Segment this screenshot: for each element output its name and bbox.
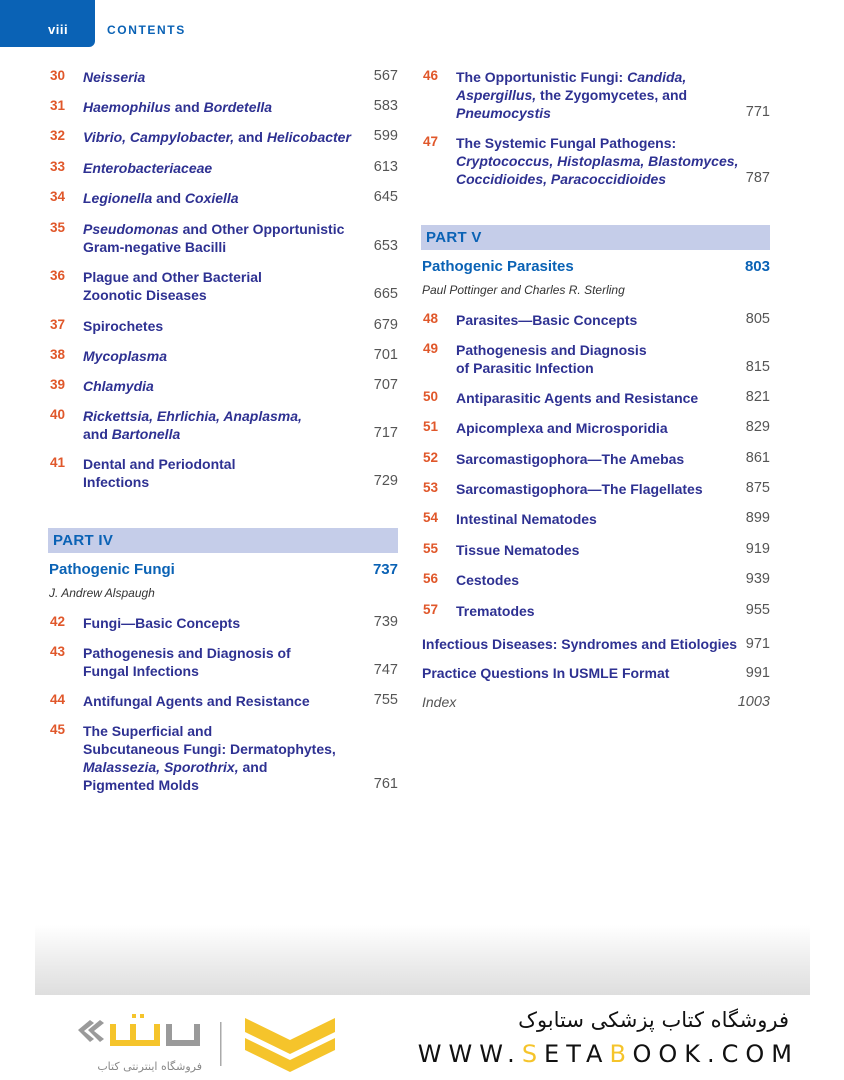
title-segment: Trematodes — [456, 603, 535, 619]
chapter-title[interactable] — [83, 347, 167, 365]
title-segment: Bartonella — [111, 426, 181, 442]
chapter-title-line — [83, 128, 351, 146]
title-segment: Candida, — [627, 69, 687, 85]
chapter-title-line — [83, 776, 336, 794]
chapter-title-line — [83, 644, 291, 662]
chapter-number: 55 — [423, 541, 439, 556]
chapter-title[interactable] — [456, 134, 738, 188]
chapter-number: 52 — [423, 450, 439, 465]
chapter-title-line — [83, 377, 154, 395]
chapter-page-number: 679 — [373, 317, 398, 333]
chapter-page-number: 645 — [373, 189, 398, 205]
chapter-number: 50 — [423, 389, 439, 404]
chapter-number: 51 — [423, 419, 439, 434]
back-matter-title[interactable]: Infectious Diseases: Syndromes and Etiologies — [422, 636, 738, 652]
chapter-title[interactable] — [83, 189, 239, 207]
chapter-title-line — [83, 220, 344, 238]
chapter-title[interactable] — [456, 510, 597, 528]
title-segment: The Systemic Fungal Pathogens: — [456, 135, 677, 151]
title-segment: Neisseria — [83, 69, 146, 85]
title-segment: Cryptococcus, Histoplasma, Blastomyces, — [456, 153, 739, 169]
chapter-number: 47 — [423, 134, 439, 149]
running-head: CONTENTS — [107, 23, 186, 37]
title-segment: Sarcomastigophora—The Flagellates — [456, 481, 703, 497]
chapter-page-number: 805 — [745, 311, 770, 327]
title-segment: Antifungal Agents and Resistance — [83, 693, 310, 709]
chapter-title-line — [83, 407, 302, 425]
chapter-title-line — [83, 238, 344, 256]
title-segment: Bordetella — [203, 99, 273, 115]
chapter-title-line — [456, 170, 738, 188]
chapter-number: 43 — [50, 644, 66, 659]
chapter-number: 32 — [50, 128, 66, 143]
chapter-title-line — [83, 614, 240, 632]
chapter-title[interactable] — [83, 268, 262, 304]
chapter-title-line — [456, 68, 687, 86]
chapter-page-number: 717 — [373, 425, 398, 441]
part-page-number: 737 — [372, 561, 398, 578]
chapter-title[interactable] — [83, 692, 310, 710]
page-number-tab — [0, 0, 95, 47]
chapter-title-line — [456, 571, 519, 589]
title-segment: The Opportunistic Fungi: — [456, 69, 628, 85]
chapter-title-line — [456, 86, 687, 104]
chapter-title[interactable] — [83, 377, 154, 395]
title-segment: Cestodes — [456, 572, 520, 588]
title-segment: and — [234, 129, 267, 145]
chapter-number: 44 — [50, 692, 66, 707]
chapter-title-line — [456, 134, 738, 152]
chapter-title[interactable] — [456, 480, 703, 498]
chapter-title-line — [456, 152, 738, 170]
title-segment: Infections — [83, 474, 150, 490]
setabook-logo — [70, 1010, 340, 1076]
chapter-title-line — [83, 317, 163, 335]
chapter-title[interactable] — [456, 68, 687, 122]
chapter-page-number: 919 — [745, 541, 770, 557]
title-segment: The Superficial and — [83, 723, 213, 739]
chapter-number: 48 — [423, 311, 439, 326]
title-segment: Coxiella — [184, 190, 239, 206]
title-segment: Fungal Infections — [83, 663, 199, 679]
chapter-page-number: 739 — [373, 614, 398, 630]
chapter-page-number: 829 — [745, 419, 770, 435]
chapter-page-number: 653 — [373, 238, 398, 254]
title-segment: Pseudomonas — [83, 221, 179, 237]
title-segment: Haemophilus — [83, 99, 171, 115]
chapter-number: 49 — [423, 341, 439, 356]
chapter-title[interactable] — [83, 98, 272, 116]
chapter-page-number: 761 — [373, 776, 398, 792]
chapter-number: 35 — [50, 220, 66, 235]
chapter-title-line — [456, 510, 597, 528]
chapter-page-number: 815 — [745, 359, 770, 375]
chapter-number: 41 — [50, 455, 66, 470]
part-header-band — [48, 528, 398, 553]
chapter-page-number: 567 — [373, 68, 398, 84]
chapter-page-number: 729 — [373, 473, 398, 489]
chapter-title-line — [83, 68, 145, 86]
chapter-title[interactable] — [83, 317, 163, 335]
title-segment: Aspergillus, — [456, 87, 537, 103]
chapter-page-number: 955 — [745, 602, 770, 618]
page-bottom-shadow — [35, 925, 810, 995]
chapter-page-number: 861 — [745, 450, 770, 466]
title-segment: Gram-negative Bacilli — [83, 239, 227, 255]
chapter-number: 56 — [423, 571, 439, 586]
title-segment: Chlamydia — [83, 378, 154, 394]
chapter-page-number: 875 — [745, 480, 770, 496]
title-segment: and — [170, 99, 204, 115]
chapter-page-number: 583 — [373, 98, 398, 114]
title-segment: Pathogenesis and Diagnosis — [456, 342, 647, 358]
chapter-title[interactable] — [83, 220, 344, 256]
chapter-title[interactable] — [456, 450, 684, 468]
chapter-title-line — [83, 740, 336, 758]
chapter-number: 38 — [50, 347, 66, 362]
title-segment: Parasites—Basic Concepts — [456, 312, 638, 328]
chapter-number: 37 — [50, 317, 66, 332]
chapter-title-line — [83, 425, 302, 443]
chapter-number: 40 — [50, 407, 66, 422]
title-segment: Mycoplasma — [83, 348, 168, 364]
part-authors: J. Andrew Alspaugh — [49, 586, 155, 600]
store-url: WWW.SETABOOK.COM — [417, 1040, 799, 1068]
chapter-title-line — [83, 662, 291, 680]
chapter-title[interactable] — [83, 455, 235, 491]
store-name-fa: فروشگاه کتاب پزشکی ستابوک — [518, 1008, 789, 1032]
chapter-title[interactable] — [83, 68, 145, 86]
chapter-title-line — [83, 268, 262, 286]
title-segment: and — [238, 759, 268, 775]
chapter-title-line — [83, 189, 239, 207]
chapter-page-number: 599 — [373, 128, 398, 144]
part-title[interactable]: Pathogenic Fungi — [49, 561, 175, 578]
part-label: PART V — [426, 229, 482, 246]
chapter-number: 39 — [50, 377, 66, 392]
chapter-number: 45 — [50, 722, 66, 737]
chapter-page-number: 771 — [745, 104, 770, 120]
title-segment: Helicobacter — [266, 129, 351, 145]
chapter-title-line — [83, 159, 212, 177]
title-segment: Pathogenesis and Diagnosis of — [83, 645, 291, 661]
back-matter-title[interactable]: Index — [422, 694, 457, 710]
chapter-page-number: 899 — [745, 510, 770, 526]
svg-text:فروشگاه اینترنتی کتاب: فروشگاه اینترنتی کتاب — [97, 1060, 202, 1073]
title-segment: Dental and Periodontal — [83, 456, 236, 472]
chapter-title[interactable] — [456, 541, 579, 559]
chapter-title[interactable] — [456, 311, 637, 329]
chapter-number: 54 — [423, 510, 439, 525]
title-segment: Zoonotic Diseases — [83, 287, 207, 303]
chapter-title-line — [83, 286, 262, 304]
title-segment: Sarcomastigophora—The Amebas — [456, 451, 685, 467]
chapter-title-line — [456, 541, 579, 559]
chapter-number: 57 — [423, 602, 439, 617]
chapter-number: 36 — [50, 268, 66, 283]
chapter-number: 46 — [423, 68, 439, 83]
title-segment: Intestinal Nematodes — [456, 511, 597, 527]
back-matter-page: 971 — [745, 636, 770, 652]
back-matter-page: 1003 — [737, 694, 770, 710]
chapter-title-line — [83, 473, 235, 491]
title-segment: Antiparasitic Agents and Resistance — [456, 390, 699, 406]
page-number: viii — [48, 22, 69, 37]
title-segment: Coccidioides, Paracoccidioides — [456, 171, 667, 187]
title-segment: Vibrio, Campylobacter, — [83, 129, 235, 145]
chapter-title-line — [83, 692, 310, 710]
chapter-title[interactable] — [456, 419, 668, 437]
chapter-title[interactable] — [83, 644, 291, 680]
title-segment: Tissue Nematodes — [456, 542, 580, 558]
chapter-number: 30 — [50, 68, 66, 83]
chapter-number: 42 — [50, 614, 66, 629]
chapter-page-number: 701 — [373, 347, 398, 363]
chapter-number: 53 — [423, 480, 439, 495]
title-segment: Fungi—Basic Concepts — [83, 615, 241, 631]
chapter-title-line — [83, 722, 336, 740]
chapter-title-line — [83, 98, 272, 116]
title-segment: Legionella — [83, 190, 153, 206]
chapter-title-line — [456, 450, 684, 468]
title-segment: Pigmented Molds — [83, 777, 199, 793]
back-matter-title[interactable]: Practice Questions In USMLE Format — [422, 665, 670, 681]
part-title[interactable]: Pathogenic Parasites — [422, 258, 574, 275]
chapter-title[interactable] — [83, 128, 351, 146]
chapter-title-line — [83, 758, 336, 776]
chapter-title-line — [456, 602, 535, 620]
back-matter-page: 991 — [745, 665, 770, 681]
title-segment: and — [152, 190, 185, 206]
chapter-page-number: 613 — [373, 159, 398, 175]
part-label: PART IV — [53, 532, 114, 549]
chapter-page-number: 707 — [373, 377, 398, 393]
chapter-title[interactable] — [456, 571, 519, 589]
chapter-number: 33 — [50, 159, 66, 174]
title-segment: the Zygomycetes, and — [536, 87, 688, 103]
title-segment: Pneumocystis — [456, 105, 551, 121]
chapter-title-line — [456, 359, 647, 377]
title-segment: and — [83, 426, 112, 442]
chapter-title-line — [456, 341, 647, 359]
chapter-title-line — [456, 419, 668, 437]
chapter-page-number: 821 — [745, 389, 770, 405]
chapter-page-number: 665 — [373, 286, 398, 302]
chapter-title[interactable] — [83, 407, 302, 443]
chapter-title[interactable] — [83, 159, 212, 177]
chapter-title[interactable] — [456, 602, 535, 620]
chapter-title-line — [83, 455, 235, 473]
part-authors: Paul Pottinger and Charles R. Sterling — [422, 283, 625, 297]
chapter-title-line — [456, 480, 703, 498]
chapter-title-line — [456, 389, 698, 407]
chapter-title[interactable] — [456, 389, 698, 407]
title-segment: of Parasitic Infection — [456, 360, 594, 376]
chapter-title-line — [83, 347, 167, 365]
chapter-number: 34 — [50, 189, 66, 204]
title-segment: Apicomplexa and Microsporidia — [456, 420, 668, 436]
title-segment: Plague and Other Bacterial — [83, 269, 262, 285]
title-segment: Spirochetes — [83, 318, 164, 334]
chapter-number: 31 — [50, 98, 66, 113]
title-segment: Malassezia, Sporothrix, — [83, 759, 239, 775]
title-segment: Enterobacteriaceae — [83, 160, 213, 176]
chapter-title-line — [456, 311, 637, 329]
chapter-page-number: 747 — [373, 662, 398, 678]
part-page-number: 803 — [744, 258, 770, 275]
chapter-title[interactable] — [456, 341, 647, 377]
chapter-page-number: 939 — [745, 571, 770, 587]
title-segment: Subcutaneous Fungi: Dermatophytes, — [83, 741, 336, 757]
chapter-title[interactable] — [83, 722, 336, 794]
chapter-title[interactable] — [83, 614, 240, 632]
chapter-page-number: 755 — [373, 692, 398, 708]
part-header-band — [421, 225, 770, 250]
title-segment: Rickettsia, Ehrlichia, Anaplasma, — [83, 408, 302, 424]
title-segment: and Other Opportunistic — [178, 221, 345, 237]
chapter-page-number: 787 — [745, 170, 770, 186]
chapter-title-line — [456, 104, 687, 122]
